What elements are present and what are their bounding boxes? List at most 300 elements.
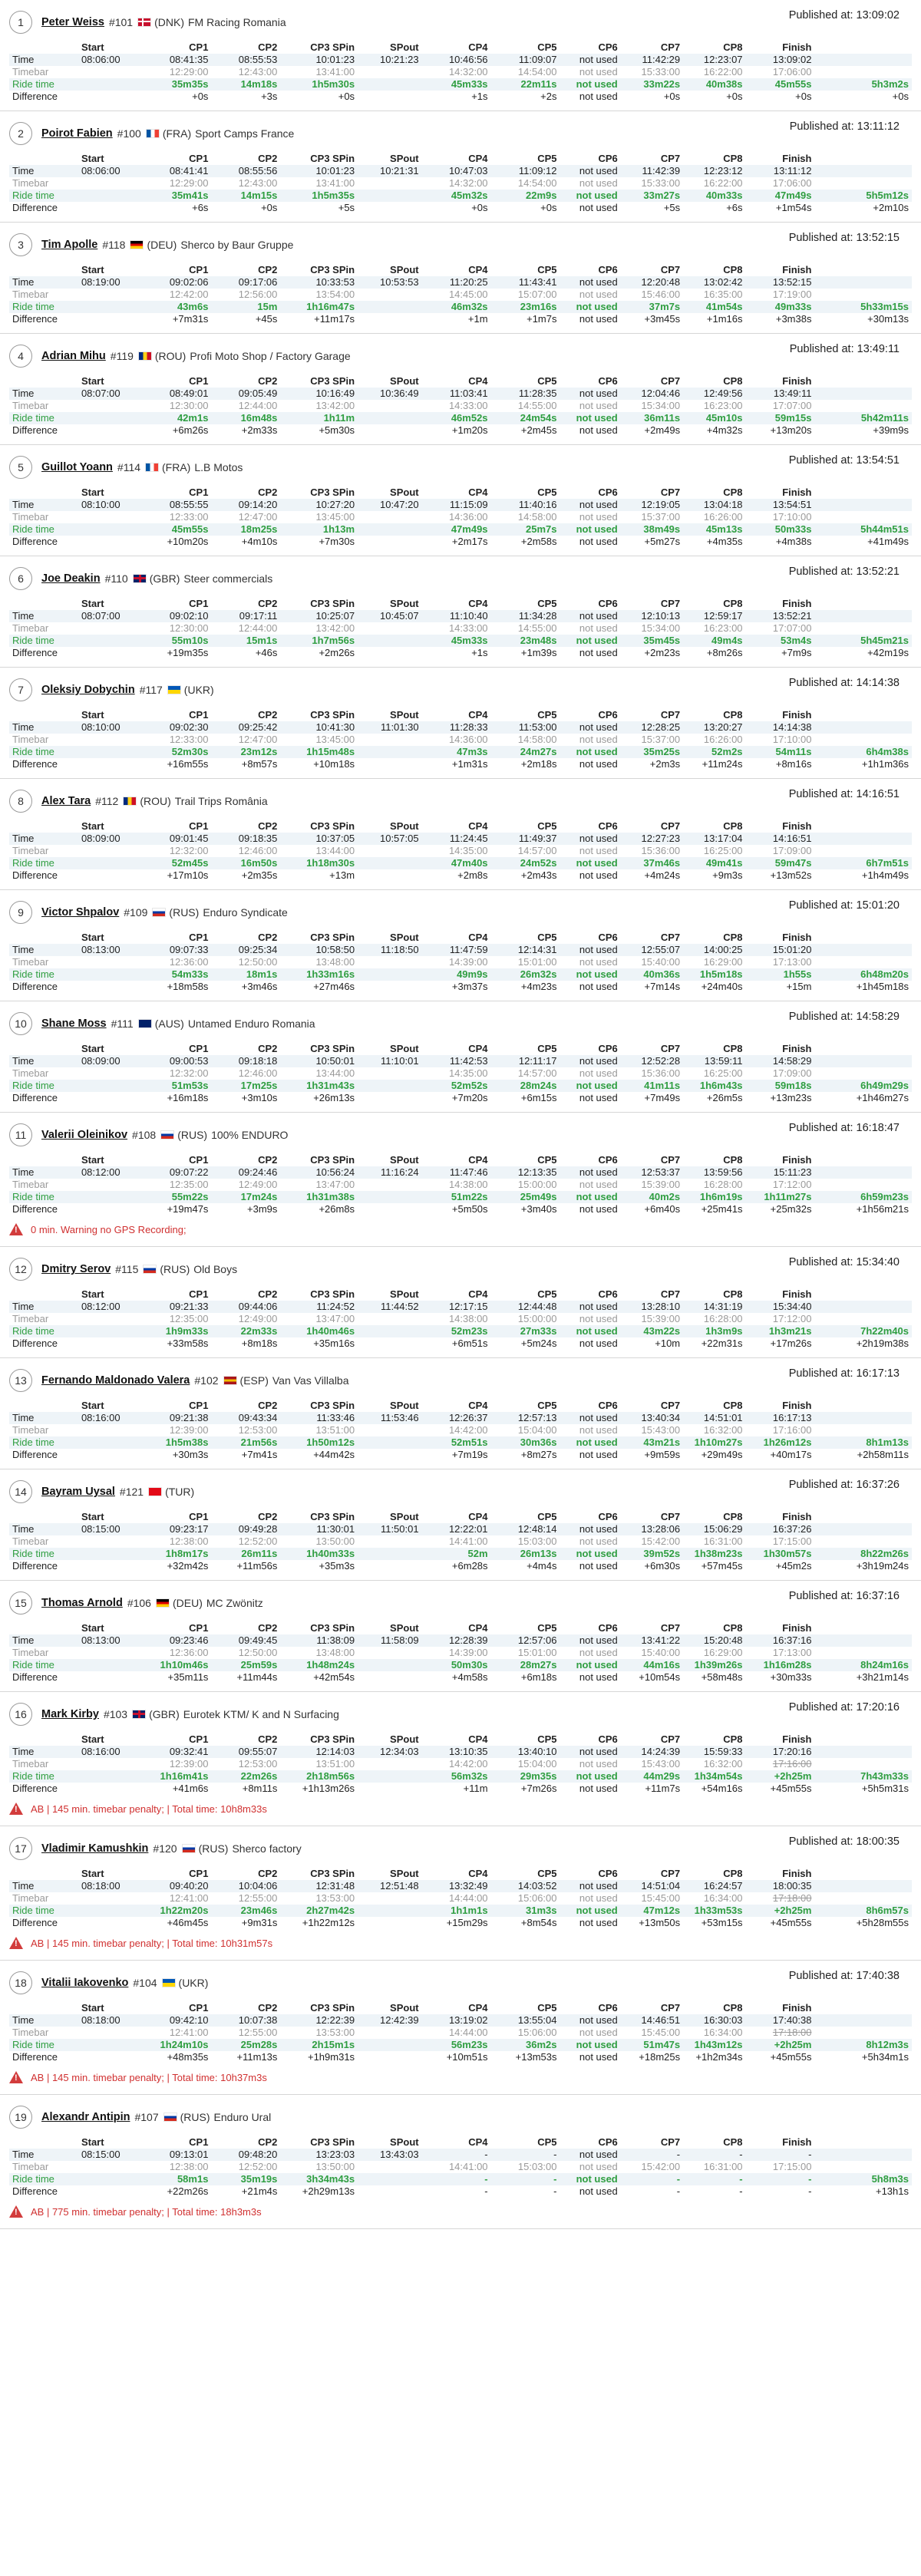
cell: SPout (390, 1288, 419, 1300)
cell: CP5 (537, 1288, 557, 1300)
cell (358, 1436, 422, 1449)
position-badge: 9 (9, 901, 32, 924)
cell: 08:18:00 (78, 1880, 143, 1892)
cell: 13:54:51 (746, 499, 815, 511)
cell: CP2 (258, 153, 278, 164)
cell: +13m23s (770, 1092, 812, 1103)
warning-text: AB | 775 min. timebar penalty; | Total time: 18h3m3s (31, 2205, 262, 2218)
cell: SPout (390, 487, 419, 498)
cell: CP4 (468, 1400, 488, 1411)
cell (78, 2027, 143, 2039)
cell: - (422, 2173, 491, 2185)
header-row (9, 153, 912, 165)
rider-name-link[interactable]: Tim Apolle (41, 239, 98, 251)
rider-number: #108 (132, 1129, 157, 1141)
cell (814, 177, 912, 190)
row-label: Time (9, 944, 78, 956)
time-row (9, 499, 912, 511)
cell: 56m32s (422, 1770, 491, 1783)
cell: 14:41:00 (448, 1535, 488, 1547)
cell: 09:07:33 (142, 944, 211, 956)
cell: 11:01:30 (358, 721, 422, 734)
cell (358, 2039, 422, 2051)
cell: not used (560, 2039, 621, 2051)
cell: not used (560, 1301, 621, 1313)
time-row (9, 1523, 912, 1535)
cell: 12:55:00 (238, 2027, 278, 2038)
cell: 12:43:00 (238, 177, 278, 189)
cell (814, 511, 912, 523)
cell (814, 1301, 912, 1313)
rider-header (9, 456, 912, 479)
cell: 22m9s (491, 190, 560, 202)
flag-icon-fra (145, 463, 159, 472)
cell: CP6 (598, 487, 618, 498)
rider-name-link[interactable]: Thomas Arnold (41, 1597, 123, 1609)
cell: 11:42:53 (422, 1055, 491, 1067)
split-times-table (9, 709, 912, 770)
cell: 1h9m33s (142, 1325, 211, 1337)
cell (78, 1783, 143, 1795)
cell: not used (560, 833, 621, 845)
rider-name-link[interactable]: Alexandr Antipin (41, 2111, 130, 2123)
cell: CP1 (189, 598, 209, 609)
cell: 13:45:00 (315, 511, 355, 523)
cell: not used (560, 412, 621, 424)
rider-header (9, 1971, 912, 1994)
cell: 14:45:00 (448, 289, 488, 300)
cell: 15:01:00 (517, 1647, 557, 1658)
published-time: Published at: 16:37:26 (788, 1479, 900, 1491)
cell: not used (560, 78, 621, 91)
cell: 10:50:01 (280, 1055, 358, 1067)
split-times-table (9, 1288, 912, 1350)
cell: +13m (329, 869, 355, 881)
cell: +45m55s (770, 1917, 812, 1928)
cell: 08:07:00 (78, 610, 143, 622)
cell: 42m1s (142, 412, 211, 424)
rider-team: Enduro Ural (213, 2111, 272, 2123)
cell: 5h8m3s (814, 2173, 912, 2185)
cell: CP7 (660, 1511, 681, 1522)
warning-text: AB | 145 min. timebar penalty; | Total time: 10h8m33s (31, 1803, 267, 1815)
cell: Start (81, 598, 104, 609)
cell: Start (81, 1043, 104, 1054)
cell: 11:15:09 (422, 499, 491, 511)
cell: CP8 (723, 1868, 743, 1879)
cell: 12:32:00 (169, 845, 209, 856)
cell: Finish (782, 2136, 812, 2148)
cell: SPout (390, 1868, 419, 1879)
cell: 43m22s (621, 1325, 683, 1337)
header-row (9, 709, 912, 721)
cell: - (683, 2173, 745, 2185)
cell: CP2 (258, 1733, 278, 1745)
cell: - (621, 2149, 683, 2161)
cell: Start (81, 1400, 104, 1411)
row-label: Timebar (12, 734, 49, 745)
position-badge: 7 (9, 678, 32, 701)
cell: 09:23:17 (142, 1523, 211, 1535)
cell (78, 177, 143, 190)
rider-name-link[interactable]: Vitalii Iakovenko (41, 1977, 129, 1989)
cell: SPout (390, 1511, 419, 1522)
cell: 52m (422, 1548, 491, 1560)
split-times-table (9, 375, 912, 437)
rider-name-link[interactable]: Mark Kirby (41, 1708, 99, 1720)
cell: +18m58s (167, 981, 209, 992)
cell (358, 289, 422, 301)
cell: not used (579, 758, 618, 770)
cell: +1h13m26s (302, 1783, 355, 1794)
rider-header (9, 1258, 912, 1281)
cell: 15:04:00 (517, 1424, 557, 1436)
row-label: Difference (12, 313, 58, 325)
cell: 10:41:30 (280, 721, 358, 734)
cell: 08:13:00 (78, 1634, 143, 1647)
cell: +11m7s (645, 1783, 681, 1794)
cell: +33m58s (167, 1337, 209, 1349)
cell: 12:19:05 (621, 499, 683, 511)
rider-name-link[interactable]: Poirot Fabien (41, 127, 113, 140)
cell: 10:01:23 (280, 165, 358, 177)
cell: 45m13s (683, 523, 745, 536)
cell: +48m35s (167, 2051, 209, 2063)
cell: 49m33s (746, 301, 815, 313)
cell: 40m2s (621, 1191, 683, 1203)
rider-header (9, 11, 912, 34)
cell: CP8 (723, 1733, 743, 1745)
cell: CP7 (660, 2136, 681, 2148)
split-times-table (9, 1622, 912, 1684)
rider-number: #121 (119, 1486, 144, 1498)
rider-header (9, 678, 912, 701)
cell: +8m16s (775, 758, 812, 770)
cell: 49m41s (683, 857, 745, 869)
cell (78, 746, 143, 758)
cell: CP2 (258, 1154, 278, 1166)
row-label: Time (9, 1055, 78, 1067)
rider-name-link[interactable]: Dmitry Serov (41, 1263, 111, 1275)
cell: 09:49:45 (211, 1634, 280, 1647)
cell: not used (560, 2014, 621, 2027)
timebar-row (9, 289, 912, 301)
cell: 12:55:00 (238, 1892, 278, 1904)
cell: 13:50:00 (315, 1535, 355, 1547)
cell: 10:45:07 (358, 610, 422, 622)
cell: 08:55:56 (211, 165, 280, 177)
cell: +13h1s (875, 2185, 909, 2197)
cell: +58m48s (701, 1671, 743, 1683)
cell: Finish (782, 1511, 812, 1522)
cell: CP7 (660, 1043, 681, 1054)
cell: +1m7s (527, 313, 557, 325)
split-times-table (9, 2002, 912, 2063)
cell: CP8 (723, 1622, 743, 1634)
cell: 12:53:00 (238, 1758, 278, 1770)
cell: CP4 (468, 2136, 488, 2148)
cell: CP2 (258, 1400, 278, 1411)
cell: 35m25s (621, 746, 683, 758)
cell: CP6 (598, 1288, 618, 1300)
cell (358, 1203, 422, 1215)
cell: 14:16:51 (746, 833, 815, 845)
published-time: Published at: 16:18:47 (788, 1122, 900, 1134)
cell: 13:48:00 (315, 956, 355, 968)
rider-name-link[interactable]: Bayram Uysal (41, 1486, 115, 1498)
cell: +39m9s (873, 424, 909, 436)
cell: CP5 (537, 598, 557, 609)
rider-name-link[interactable]: Fernando Maldonado Valera (41, 1374, 190, 1387)
header-row (9, 1733, 912, 1746)
cell: 11:42:29 (621, 54, 683, 66)
rider-block (0, 1001, 921, 1113)
row-label: Time (9, 2014, 78, 2027)
rider-name-link[interactable]: Joe Deakin (41, 572, 101, 585)
cell: +3m10s (241, 1092, 278, 1103)
cell: CP8 (723, 2002, 743, 2014)
cell: 08:09:00 (78, 833, 143, 845)
cell (358, 2185, 422, 2198)
cell: CP8 (723, 1511, 743, 1522)
cell: +27m46s (313, 981, 355, 992)
cell: 8h24m16s (814, 1659, 912, 1671)
cell (814, 1511, 912, 1523)
cell: SPout (390, 1400, 419, 1411)
cell: +40m17s (770, 1449, 812, 1460)
difference-row (9, 1092, 912, 1104)
cell: 15:43:00 (641, 1424, 681, 1436)
cell (814, 388, 912, 400)
cell: 16:26:00 (703, 734, 743, 745)
cell: 12:42:00 (169, 289, 209, 300)
rider-name-link[interactable]: Guillot Yoann (41, 461, 113, 473)
cell: 09:32:41 (142, 1746, 211, 1758)
cell: 10:04:06 (211, 1880, 280, 1892)
cell: 14:36:00 (448, 734, 488, 745)
row-label (9, 264, 78, 276)
cell (78, 66, 143, 78)
cell: 28m24s (491, 1080, 560, 1092)
cell (358, 1560, 422, 1572)
cell (78, 845, 143, 857)
rider-name-link[interactable]: Peter Weiss (41, 16, 104, 28)
row-label: Time (9, 1412, 78, 1424)
rider-name-link[interactable]: Valerii Oleinikov (41, 1129, 128, 1141)
cell: 43m6s (142, 301, 211, 313)
rider-name-link[interactable]: Adrian Mihu (41, 350, 106, 362)
cell: CP8 (723, 2136, 743, 2148)
cell: 1h22m20s (142, 1905, 211, 1917)
row-label: Difference (12, 869, 58, 881)
cell: +3m37s (451, 981, 488, 992)
cell (78, 1758, 143, 1770)
row-label: Ride time (9, 1080, 78, 1092)
cell: 12:41:00 (169, 1892, 209, 1904)
cell: Finish (782, 1868, 812, 1879)
cell (814, 289, 912, 301)
rider-team: Van Vas Villalba (272, 1374, 349, 1387)
cell: +3m46s (241, 981, 278, 992)
cell: 12:36:00 (169, 1647, 209, 1658)
split-times-table (9, 1154, 912, 1215)
cell: +8m57s (241, 758, 278, 770)
cell: Start (81, 41, 104, 53)
cell: - (491, 2173, 560, 2185)
cell: SPout (390, 709, 419, 721)
cell: 13:53:00 (315, 1892, 355, 1904)
row-label: Difference (12, 1092, 58, 1103)
split-times-table (9, 820, 912, 882)
cell: CP2 (258, 264, 278, 275)
cell: 09:55:07 (211, 1746, 280, 1758)
cell: 12:17:15 (422, 1301, 491, 1313)
cell: 14:42:00 (448, 1758, 488, 1770)
cell: 12:43:00 (238, 66, 278, 78)
cell: +2h25m (746, 1905, 815, 1917)
flag-icon-aus (138, 1019, 152, 1028)
cell: Start (81, 709, 104, 721)
cell (78, 2185, 143, 2198)
published-time: Published at: 16:37:16 (788, 1590, 900, 1602)
cell: 11:09:12 (491, 165, 560, 177)
timebar-row (9, 400, 912, 412)
cell (78, 1080, 143, 1092)
row-label: Time (9, 2149, 78, 2161)
row-label (9, 153, 78, 165)
cell: +30m33s (770, 1671, 812, 1683)
cell (78, 1424, 143, 1436)
cell (358, 981, 422, 993)
cell: 18m1s (211, 968, 280, 981)
cell: 08:15:00 (78, 2149, 143, 2161)
cell: 12:52:28 (621, 1055, 683, 1067)
cell (78, 511, 143, 523)
cell: 12:59:17 (683, 610, 745, 622)
cell: 13:20:27 (683, 721, 745, 734)
cell: CP3 SPin (310, 1868, 355, 1879)
timebar-row (9, 1892, 912, 1905)
cell: +2m43s (520, 869, 557, 881)
cell: not used (579, 1337, 618, 1349)
difference-row (9, 1783, 912, 1795)
cell: 12:46:00 (238, 1067, 278, 1079)
cell: +2h25m (746, 2039, 815, 2051)
flag-icon-rus (143, 1265, 157, 1274)
difference-row (9, 1917, 912, 1929)
row-label: Time (9, 499, 78, 511)
cell: 16:23:00 (703, 622, 743, 634)
cell: 1h8m17s (142, 1548, 211, 1560)
cell (358, 622, 422, 635)
cell (358, 2161, 422, 2173)
cell: 16:25:00 (703, 1067, 743, 1079)
cell: 10:53:53 (358, 276, 422, 289)
cell: 10:33:53 (280, 276, 358, 289)
cell: CP4 (468, 487, 488, 498)
rider-number: #114 (117, 461, 141, 473)
rider-name-link[interactable]: Victor Shpalov (41, 906, 120, 919)
cell: SPout (390, 375, 419, 387)
cell: 49m4s (683, 635, 745, 647)
rider-number: #115 (115, 1263, 139, 1275)
cell (358, 523, 422, 536)
cell: +15m (786, 981, 812, 992)
rider-name-link[interactable]: Alex Tara (41, 795, 91, 807)
cell: 12:38:00 (169, 2161, 209, 2172)
cell: not used (560, 635, 621, 647)
cell: 13:44:00 (315, 1067, 355, 1079)
rider-name-link[interactable]: Oleksiy Dobychin (41, 684, 135, 696)
split-times-table (9, 1511, 912, 1572)
cell: 11:49:37 (491, 833, 560, 845)
cell (358, 536, 422, 548)
cell: CP2 (258, 709, 278, 721)
cell: CP6 (598, 932, 618, 943)
cell: 08:16:00 (78, 1412, 143, 1424)
rider-block (0, 1826, 921, 1961)
split-times-table (9, 2136, 912, 2198)
rider-name-link[interactable]: Shane Moss (41, 1018, 107, 1030)
cell (358, 956, 422, 968)
cell: +6m18s (520, 1671, 557, 1683)
cell: not used (560, 1905, 621, 1917)
cell: +0s (338, 91, 355, 102)
cell: CP1 (189, 2002, 209, 2014)
cell: 14:57:00 (517, 845, 557, 856)
cell (78, 869, 143, 882)
cell: 15:37:00 (641, 511, 681, 523)
cell: 12:22:39 (280, 2014, 358, 2027)
cell: not used (579, 1067, 618, 1079)
cell (78, 647, 143, 659)
cell: +35m3s (319, 1560, 355, 1572)
cell (358, 400, 422, 412)
cell: +44m42s (313, 1449, 355, 1460)
cell (358, 1892, 422, 1905)
row-label (9, 2136, 78, 2149)
cell: Start (81, 1733, 104, 1745)
cell: CP4 (468, 1288, 488, 1300)
cell: Start (81, 375, 104, 387)
header-row (9, 1043, 912, 1055)
cell: 10:27:20 (280, 499, 358, 511)
cell: +16m18s (167, 1092, 209, 1103)
cell: +42m54s (313, 1671, 355, 1683)
cell: +2m45s (520, 424, 557, 436)
cell: +26m5s (706, 1092, 743, 1103)
cell: +7m20s (451, 1092, 488, 1103)
cell (814, 1892, 912, 1905)
cell: not used (560, 1523, 621, 1535)
cell: +8m18s (241, 1337, 278, 1349)
rider-name-link[interactable]: Vladimir Kamushkin (41, 1842, 149, 1855)
cell: 17:06:00 (772, 177, 812, 189)
cell: 12:57:06 (491, 1634, 560, 1647)
row-label: Ride time (9, 1770, 78, 1783)
ride-time-row (9, 412, 912, 424)
cell: 13:47:00 (315, 1179, 355, 1190)
cell: CP7 (660, 487, 681, 498)
cell: 11:09:07 (491, 54, 560, 66)
cell: 12:53:00 (238, 1424, 278, 1436)
cell (358, 1080, 422, 1092)
cell: not used (579, 869, 618, 881)
cell: 16:30:03 (683, 2014, 745, 2027)
cell: 15m1s (211, 635, 280, 647)
cell: CP5 (537, 1154, 557, 1166)
cell: 33m27s (621, 190, 683, 202)
